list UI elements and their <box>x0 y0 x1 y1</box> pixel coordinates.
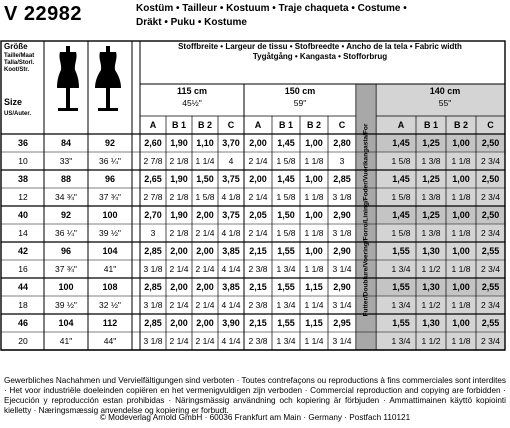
yardage-yards: 1 1/4 <box>195 156 215 166</box>
yardage-metres: 2,90 <box>333 282 351 292</box>
yardage-yards: 2 1/4 <box>195 228 215 238</box>
lining-band <box>357 86 375 354</box>
yardage-metres: 2,00 <box>196 210 214 220</box>
yardage-yards: 1 1/8 <box>451 300 471 310</box>
yardage-metres: 1,00 <box>305 138 323 148</box>
yardage-yards: 1 1/2 <box>421 336 441 346</box>
yardage-yards: 1 5/8 <box>391 228 411 238</box>
yardage-yards: 1 1/8 <box>304 264 324 274</box>
yardage-yards: 2 3/8 <box>248 300 268 310</box>
yardage-metres: 2,90 <box>333 210 351 220</box>
yardage-metres: 1,90 <box>170 138 188 148</box>
yardage-metres: 2,55 <box>481 246 500 256</box>
yardage-yards: 4 1/8 <box>221 192 241 202</box>
yardage-metres: 1,55 <box>392 246 410 256</box>
column-letter-115: B 2 <box>197 120 212 130</box>
size-label-taille: Taille/Maat <box>4 53 35 59</box>
yardage-metres: 1,00 <box>452 174 470 184</box>
yardage-yards: 1 3/4 <box>276 264 296 274</box>
yardage-yards: 3 <box>339 156 345 166</box>
yardage-metres: 3,70 <box>222 138 240 148</box>
column-letter-150: A <box>254 120 262 130</box>
yardage-yards: 1 5/8 <box>276 156 296 166</box>
yardage-metres: 1,55 <box>277 282 295 292</box>
yardage-yards: 1 5/8 <box>391 192 411 202</box>
yardage-metres: 2,55 <box>481 318 500 328</box>
yardage-yards: 3 1/8 <box>143 264 163 274</box>
size-eu: 36 <box>17 138 28 148</box>
yardage-metres: 1,90 <box>170 210 188 220</box>
yardage-yards: 1 3/4 <box>276 300 296 310</box>
yardage-metres: 2,00 <box>196 246 214 256</box>
yardage-yards: 3 1/8 <box>143 300 163 310</box>
yardage-yards: 1 3/8 <box>421 156 441 166</box>
yardage-yards: 4 1/4 <box>221 300 241 310</box>
yardage-metres: 1,00 <box>305 210 323 220</box>
width-150-inch: 59" <box>293 98 307 108</box>
fabric-width-line2: Tygåtgång • Kangasta • Stofforbrug <box>252 52 388 61</box>
width-115-cm: 115 cm <box>176 86 208 96</box>
yardage-metres: 2,85 <box>333 174 351 184</box>
hip-inch: 44" <box>103 336 117 346</box>
bust-inch: 34 ¾" <box>55 192 77 202</box>
yardage-metres: 1,45 <box>392 138 410 148</box>
yardage-metres: 1,50 <box>277 210 295 220</box>
yardage-yards: 2 1/4 <box>195 336 215 346</box>
yardage-yards: 3 1/8 <box>332 228 352 238</box>
width-140-cm: 140 cm <box>429 86 461 96</box>
yardage-metres: 2,00 <box>170 246 188 256</box>
yardage-yards: 4 1/4 <box>221 264 241 274</box>
fabric-width-line1: Stoffbreite • Largeur de tissu • Stofbreedte • Ancho de la tela • Fabric width <box>178 42 462 51</box>
yardage-yards: 2 1/4 <box>248 228 268 238</box>
yardage-metres: 1,55 <box>277 318 295 328</box>
yardage-yards: 2 1/4 <box>195 264 215 274</box>
yardage-metres: 2,15 <box>249 318 267 328</box>
yardage-metres: 2,00 <box>249 174 267 184</box>
yardage-metres: 1,30 <box>422 282 440 292</box>
yardage-yards: 2 7/8 <box>143 156 163 166</box>
size-label-talla: Talla/Storl. <box>4 60 35 66</box>
yardage-metres: 1,30 <box>422 318 440 328</box>
size-us: 14 <box>18 228 28 238</box>
yardage-yards: 2 3/4 <box>481 228 500 238</box>
yardage-metres: 1,25 <box>422 138 440 148</box>
yardage-yards: 2 1/4 <box>169 336 189 346</box>
yardage-yards: 3 1/8 <box>332 192 352 202</box>
hip-inch: 36 ¼" <box>99 156 121 166</box>
yardage-yards: 3 1/4 <box>332 264 352 274</box>
yardage-metres: 1,00 <box>452 282 470 292</box>
yardage-yards: 1 5/8 <box>391 156 411 166</box>
yardage-metres: 1,00 <box>452 210 470 220</box>
hip-inch: 32 ½" <box>99 300 121 310</box>
yardage-yards: 4 1/8 <box>221 228 241 238</box>
bust-cm: 88 <box>60 174 71 184</box>
size-eu: 40 <box>17 210 28 220</box>
bust-inch: 33" <box>59 156 73 166</box>
yardage-metres: 1,90 <box>170 174 188 184</box>
size-us: 16 <box>18 264 28 274</box>
column-letter-150: C <box>338 120 346 130</box>
yardage-yards: 2 3/8 <box>248 336 268 346</box>
yardage-metres: 1,25 <box>422 174 440 184</box>
size-eu: 38 <box>17 174 28 184</box>
yardage-yards: 2 1/8 <box>169 156 189 166</box>
yardage-yards: 1 1/8 <box>451 228 471 238</box>
yardage-metres: 1,55 <box>277 246 295 256</box>
yardage-metres: 2,65 <box>144 174 162 184</box>
yardage-yards: 2 3/4 <box>481 264 500 274</box>
width-115-inch: 45½" <box>182 98 202 108</box>
yardage-metres: 2,50 <box>481 174 500 184</box>
hip-inch: 39 ½" <box>99 228 121 238</box>
yardage-metres: 3,85 <box>222 246 240 256</box>
yardage-metres: 1,50 <box>196 174 214 184</box>
yardage-metres: 1,25 <box>422 210 440 220</box>
column-letter-150: B 1 <box>278 120 293 130</box>
yardage-metres: 1,15 <box>305 318 323 328</box>
yardage-metres: 1,00 <box>305 246 323 256</box>
yardage-yards: 3 1/8 <box>143 336 163 346</box>
hip-inch: 37 ¾" <box>99 192 121 202</box>
yardage-metres: 2,00 <box>170 282 188 292</box>
bust-inch: 41" <box>59 336 73 346</box>
yardage-metres: 1,45 <box>277 174 295 184</box>
column-letter-115: B 1 <box>171 120 186 130</box>
yardage-yards: 1 1/8 <box>304 228 324 238</box>
yardage-metres: 2,85 <box>144 282 162 292</box>
yardage-yards: 2 1/8 <box>169 192 189 202</box>
size-us: 10 <box>18 156 28 166</box>
bust-cm: 92 <box>60 210 71 220</box>
yardage-metres: 3,90 <box>222 318 240 328</box>
yardage-yards: 1 1/8 <box>451 336 471 346</box>
size-label-groesse: Größe <box>4 42 28 51</box>
hip-cm: 100 <box>102 210 118 220</box>
yardage-metres: 1,30 <box>422 246 440 256</box>
width-150-cm: 150 cm <box>284 86 316 96</box>
yardage-metres: 1,00 <box>305 174 323 184</box>
yardage-yards: 1 3/4 <box>276 336 296 346</box>
yardage-metres: 2,90 <box>333 246 351 256</box>
yardage-metres: 1,45 <box>392 174 410 184</box>
yardage-yards: 1 5/8 <box>276 228 296 238</box>
yardage-yards: 1 3/8 <box>421 228 441 238</box>
yardage-yards: 1 5/8 <box>195 192 215 202</box>
size-us: 20 <box>18 336 28 346</box>
yardage-yards: 4 1/4 <box>221 336 241 346</box>
yardage-yards: 1 1/2 <box>421 264 441 274</box>
size-eu: 46 <box>17 318 28 328</box>
yardage-yards: 1 1/8 <box>451 264 471 274</box>
hip-cm: 108 <box>102 282 118 292</box>
yardage-metres: 2,00 <box>196 282 214 292</box>
yardage-yards: 2 3/4 <box>481 192 500 202</box>
yardage-metres: 1,55 <box>392 318 410 328</box>
column-letter-150: B 2 <box>306 120 321 130</box>
yardage-yards: 1 1/8 <box>304 192 324 202</box>
yardage-yards: 1 1/4 <box>304 336 324 346</box>
yardage-metres: 2,00 <box>196 318 214 328</box>
bust-inch: 36 ¼" <box>55 228 77 238</box>
yardage-metres: 1,10 <box>196 138 214 148</box>
bust-cm: 96 <box>60 246 71 256</box>
lining-label: Futter/Doublure/Voering/Forro/Lining/Foder/Vuorikangasta/For <box>362 123 370 317</box>
yardage-yards: 1 3/8 <box>421 192 441 202</box>
bust-cm: 104 <box>58 318 74 328</box>
yardage-metres: 2,70 <box>144 210 162 220</box>
fabric-width-header <box>140 42 500 62</box>
yardage-metres: 1,00 <box>452 138 470 148</box>
yardage-yards: 3 <box>150 228 156 238</box>
bust-form-icon <box>57 46 79 111</box>
dress-form-icons <box>48 44 128 120</box>
yardage-yards: 1 1/8 <box>451 156 471 166</box>
size-eu: 42 <box>17 246 28 256</box>
pattern-number: V 22982 <box>4 3 83 25</box>
yardage-metres: 1,45 <box>392 210 410 220</box>
yardage-metres: 2,15 <box>249 282 267 292</box>
yardage-metres: 3,75 <box>222 174 240 184</box>
garment-title-line1: Kostüm • Tailleur • Kostuum • Traje chaqueta • Costume • <box>136 3 407 14</box>
hip-cm: 112 <box>102 318 118 328</box>
yardage-metres: 3,85 <box>222 282 240 292</box>
yardage-metres: 1,00 <box>452 246 470 256</box>
yardage-yards: 2 1/4 <box>169 300 189 310</box>
hip-form-icon <box>95 46 121 111</box>
garment-title-line2: Dräkt • Puku • Kostume <box>136 17 247 28</box>
copyright-notice: Gewerbliches Nachahmen und Vervielfältigungen sind verboten · Toutes contrefaçons ou reproductions à fins commerciales sont interdites · Het voor industriële doeleinden copiëren en het vermenigvuldigen zijn verboden · Commercial reproduction and copying are forbidden · Ejecución y reproducción estan prohibidas · Näringsmässig användning och kopiering är förbjuden · Ammattimainen käyttö kopiointi kielletty · Næringsmæssig anvendelse og kopiering er forbudt. <box>4 376 506 415</box>
size-us: 18 <box>18 300 28 310</box>
yardage-yards: 1 3/4 <box>391 264 411 274</box>
yardage-metres: 1,00 <box>452 318 470 328</box>
size-label-size: Size <box>4 97 23 107</box>
yardage-yards: 3 1/4 <box>332 300 352 310</box>
hip-cm: 104 <box>102 246 118 256</box>
yardage-yards: 1 5/8 <box>276 192 296 202</box>
publisher-footer: © Modeverlag Arnold GmbH · 60036 Frankfurt am Main · Germany · Postfach 110121 <box>99 413 411 422</box>
yardage-yards: 2 7/8 <box>143 192 163 202</box>
yardage-metres: 2,00 <box>249 138 267 148</box>
yardage-metres: 1,55 <box>392 282 410 292</box>
size-label-koot: Koot/Str. <box>4 67 29 73</box>
yardage-metres: 2,55 <box>481 282 500 292</box>
yardage-yards: 1 3/4 <box>391 300 411 310</box>
yardage-metres: 2,95 <box>333 318 351 328</box>
yardage-yards: 2 3/4 <box>481 336 500 346</box>
column-letter-140: B 2 <box>453 120 468 130</box>
column-letter-140: A <box>397 120 405 130</box>
column-letter-140: C <box>487 120 494 130</box>
yardage-yards: 1 1/4 <box>304 300 324 310</box>
bust-cm: 100 <box>58 282 74 292</box>
yardage-metres: 2,80 <box>333 138 351 148</box>
size-us: 12 <box>18 192 28 202</box>
width-140-inch: 55" <box>438 98 452 108</box>
yardage-yards: 1 1/8 <box>304 156 324 166</box>
yardage-metres: 1,15 <box>305 282 323 292</box>
hip-cm: 92 <box>104 138 115 148</box>
garment-title <box>136 2 510 30</box>
column-letter-115: C <box>227 120 235 130</box>
yardage-metres: 2,85 <box>144 246 162 256</box>
hip-inch: 41" <box>103 264 117 274</box>
yardage-yards: 2 3/4 <box>481 156 500 166</box>
yardage-yards: 2 1/4 <box>248 156 268 166</box>
bust-cm: 84 <box>60 138 71 148</box>
yardage-yards: 2 1/4 <box>248 192 268 202</box>
size-yardage-chart <box>0 40 510 374</box>
yardage-metres: 2,50 <box>481 138 500 148</box>
yardage-yards: 2 3/4 <box>481 300 500 310</box>
yardage-metres: 2,05 <box>249 210 267 220</box>
yardage-yards: 1 3/4 <box>391 336 411 346</box>
yardage-metres: 1,45 <box>277 138 295 148</box>
yardage-yards: 2 1/8 <box>169 228 189 238</box>
hip-cm: 96 <box>104 174 115 184</box>
yardage-metres: 2,85 <box>144 318 162 328</box>
yardage-metres: 2,50 <box>481 210 500 220</box>
size-label-us: US/Auter. <box>4 111 32 117</box>
size-eu: 44 <box>17 282 28 292</box>
yardage-metres: 2,00 <box>170 318 188 328</box>
yardage-yards: 1 1/2 <box>421 300 441 310</box>
bust-inch: 37 ¾" <box>55 264 77 274</box>
yardage-yards: 1 1/8 <box>451 192 471 202</box>
yardage-yards: 2 1/4 <box>195 300 215 310</box>
yardage-yards: 3 1/4 <box>332 336 352 346</box>
column-letter-115: A <box>149 120 157 130</box>
yardage-yards: 2 1/4 <box>169 264 189 274</box>
yardage-metres: 2,15 <box>249 246 267 256</box>
yardage-yards: 2 3/8 <box>248 264 268 274</box>
yardage-metres: 2,60 <box>144 138 162 148</box>
yardage-metres: 3,75 <box>222 210 240 220</box>
column-letter-140: B 1 <box>423 120 438 130</box>
bust-inch: 39 ½" <box>55 300 77 310</box>
yardage-yards: 4 <box>228 156 234 166</box>
